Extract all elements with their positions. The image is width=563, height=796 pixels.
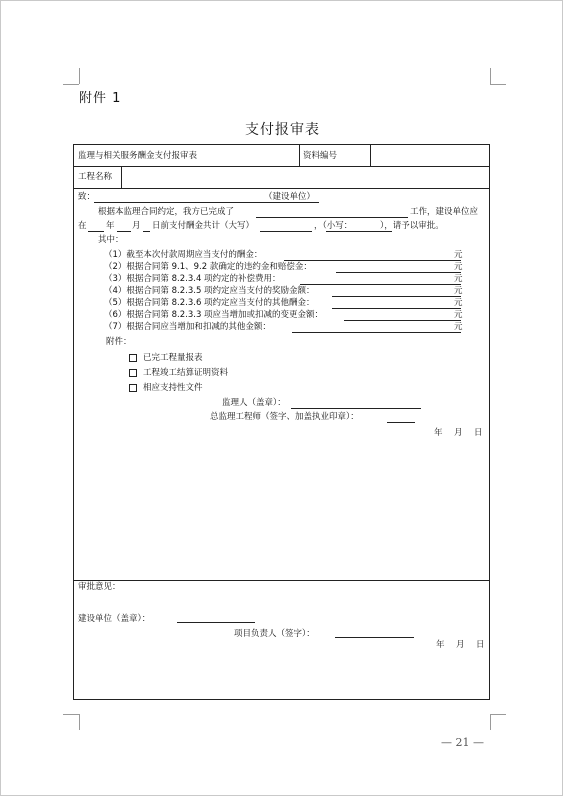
date-month: 月 [454, 428, 463, 438]
item-2-underline [336, 272, 461, 273]
row-divider [74, 580, 489, 581]
supervisor-underline [291, 408, 421, 409]
attachment-item-1-text: 已完工程量报表 [143, 353, 203, 363]
supervisor-label: 监理人（盖章）： [222, 398, 286, 408]
owner-label: 建设单位（盖章）： [78, 614, 151, 624]
item-1-underline [284, 260, 461, 261]
item-6-underline [344, 320, 461, 321]
date-day: 日 [474, 428, 483, 438]
form-title: 支付报审表 [245, 122, 320, 138]
checkbox[interactable] [129, 369, 137, 377]
item-5-underline [332, 308, 461, 309]
amount-lower-underline [326, 231, 392, 232]
crop-mark-bottom-left-v [79, 714, 80, 730]
item-1-unit: 元 [454, 250, 463, 260]
checkbox[interactable] [129, 354, 137, 362]
attachment-item-3[interactable] [129, 383, 203, 393]
item-7-unit: 元 [454, 322, 463, 332]
attachments-label: 附件： [106, 337, 132, 347]
chief-engineer-label: 总监理工程师（签字、加盖执业印章）： [210, 412, 359, 422]
month-underline [117, 231, 131, 232]
item-6: （6）根据合同第 8.2.3.3 项应当增加或扣减的变更金额： [104, 310, 324, 320]
approval-date-day: 日 [476, 640, 485, 650]
file-no-label: 资料编号 [303, 151, 338, 161]
pm-label: 项目负责人（签字）： [234, 629, 315, 639]
para1-a: 根据本监理合同约定，我方已完成了 [98, 207, 235, 217]
row-divider [74, 188, 489, 189]
form-name: 监理与相关服务酬金支付报审表 [78, 151, 198, 161]
attachment-label: 附件 1 [79, 91, 122, 106]
crop-mark-top-left-v [79, 68, 80, 84]
item-3-underline [300, 284, 461, 285]
item-3-unit: 元 [454, 274, 463, 284]
item-3: （3）根据合同第 8.2.3.4 项约定的补偿费用： [104, 274, 281, 284]
crop-mark-bottom-right-v [490, 714, 491, 730]
date-year: 年 [434, 428, 443, 438]
para2-c: 月 [132, 221, 141, 231]
crop-mark-top-right-v [490, 68, 491, 84]
addressee-underline [94, 202, 319, 203]
item-7-underline [292, 332, 461, 333]
crop-mark-bottom-right-h [490, 714, 506, 715]
item-4: （4）根据合同第 8.2.3.5 项约定应当支付的奖励金额： [104, 286, 315, 296]
project-name-label: 工程名称 [78, 172, 113, 182]
col-divider [121, 166, 122, 188]
para1-b: 工作，建设单位应 [410, 207, 479, 217]
item-2: （2）根据合同第 9.1、9.2 款确定的违约金和赔偿金： [104, 262, 312, 272]
crop-mark-top-right-h [490, 84, 506, 85]
approval-opinion-label: 审批意见： [78, 582, 121, 592]
para2-f: ），请予以审批。 [380, 221, 444, 231]
page-number: — 21 — [441, 736, 484, 749]
crop-mark-top-left-h [63, 84, 79, 85]
amount-upper-underline [260, 231, 312, 232]
para2-e: ，（小写： [314, 221, 353, 231]
attachment-item-1[interactable] [129, 353, 203, 363]
item-4-unit: 元 [454, 286, 463, 296]
item-6-unit: 元 [454, 310, 463, 320]
owner-underline [177, 622, 255, 623]
item-7: （7）根据合同应当增加和扣减的其他金额： [104, 322, 271, 332]
item-4-underline [332, 296, 461, 297]
among-label: 其中： [98, 235, 124, 245]
addressee-prefix: 致： [78, 192, 96, 202]
addressee-suffix: （建设单位） [264, 192, 316, 202]
para2-a: 在 [78, 221, 87, 231]
approval-date-year: 年 [436, 640, 445, 650]
crop-mark-bottom-left-h [63, 714, 79, 715]
year-underline [88, 231, 104, 232]
attachment-item-2-text: 工程竣工结算证明资料 [143, 368, 229, 378]
work-underline [256, 217, 408, 218]
attachment-item-2[interactable] [129, 368, 228, 378]
attachment-item-3-text: 相应支持性文件 [143, 383, 203, 393]
para2-b: 年 [106, 221, 115, 231]
item-5-unit: 元 [454, 298, 463, 308]
approval-date-month: 月 [456, 640, 465, 650]
day-underline [143, 231, 150, 232]
para2-d: 日前支付酬金共计（大写） [152, 221, 255, 231]
item-1: （1）截至本次付款周期应当支付的酬金： [104, 250, 263, 260]
item-5: （5）根据合同第 8.2.3.6 项约定应当支付的其他酬金： [104, 298, 315, 308]
checkbox[interactable] [129, 384, 137, 392]
form-table [73, 144, 490, 700]
chief-engineer-underline [387, 422, 415, 423]
col-divider [299, 145, 300, 166]
item-2-unit: 元 [454, 262, 463, 272]
row-divider [74, 166, 489, 167]
col-divider [370, 145, 371, 166]
pm-underline [335, 637, 414, 638]
